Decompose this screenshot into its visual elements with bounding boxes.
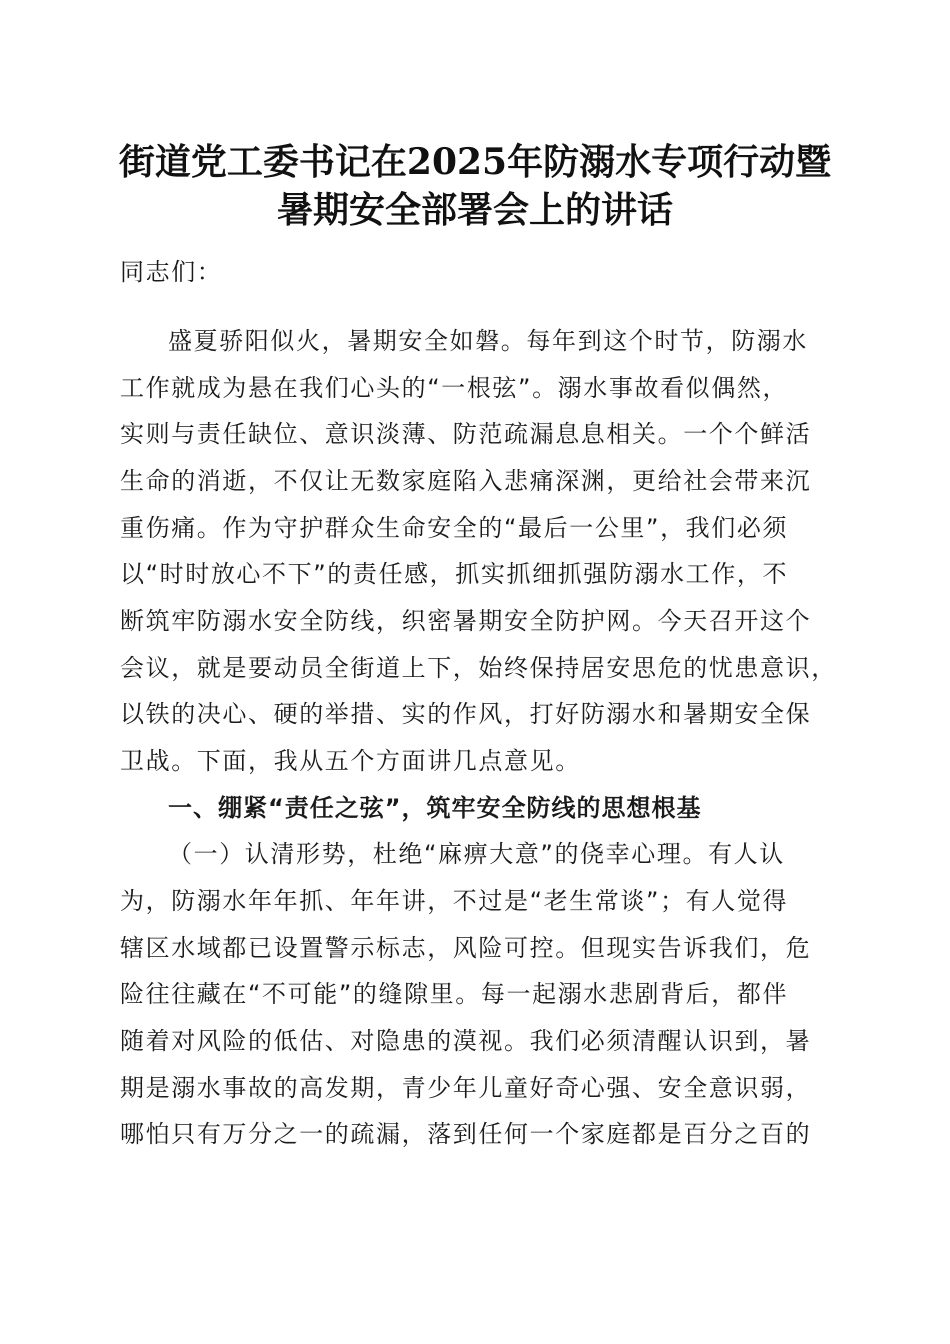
paragraph-line: 工作就成为悬在我们心头的“一根弦”。溺水事故看似偶然，	[120, 374, 789, 402]
paragraph-line: 以“时时放心不下”的责任感，抓实抓细抓强防溺水工作，不	[120, 560, 789, 588]
paragraph-line: 为，防溺水年年抓、年年讲，不过是“老生常谈”；有人觉得	[120, 887, 789, 915]
paragraph-line: 哪怕只有万分之一的疏漏，落到任何一个家庭都是百分之百的	[120, 1120, 812, 1148]
paragraph-line: 险往往藏在“不可能”的缝隙里。每一起溺水悲剧背后，都伴	[120, 980, 789, 1008]
salutation: 同志们：	[120, 258, 223, 286]
paragraph-line: 以铁的决心、硬的举措、实的作风，打好防溺水和暑期安全保	[120, 700, 812, 728]
paragraph-line: 卫战。下面，我从五个方面讲几点意见。	[120, 747, 581, 775]
paragraph-line: （一）认清形势，杜绝“麻痹大意”的侥幸心理。有人认	[168, 840, 785, 868]
paragraph-line: 期是溺水事故的高发期，青少年儿童好奇心强、安全意识弱，	[120, 1074, 812, 1102]
paragraph-line: 随着对风险的低估、对隐患的漠视。我们必须清醒认识到，暑	[120, 1027, 812, 1055]
paragraph-line: 辖区水域都已设置警示标志，风险可控。但现实告诉我们，危	[120, 934, 812, 962]
section-heading-1: 一、绷紧“责任之弦”，筑牢安全防线的思想根基	[168, 794, 702, 822]
document-title-line-1: 街道党工委书记在2025年防溺水专项行动暨	[118, 141, 832, 183]
paragraph-line: 盛夏骄阳似火，暑期安全如磐。每年到这个时节，防溺水	[168, 327, 808, 355]
paragraph-line: 生命的消逝，不仅让无数家庭陷入悲痛深渊，更给社会带来沉	[120, 467, 812, 495]
paragraph-line: 重伤痛。作为守护群众生命安全的“最后一公里”，我们必须	[120, 514, 789, 542]
paragraph-line: 实则与责任缺位、意识淡薄、防范疏漏息息相关。一个个鲜活	[120, 420, 812, 448]
paragraph-line: 会议，就是要动员全街道上下，始终保持居安思危的忧患意识，	[120, 654, 837, 682]
paragraph-line: 断筑牢防溺水安全防线，织密暑期安全防护网。今天召开这个	[120, 607, 812, 635]
document-title-line-2: 暑期安全部署会上的讲话	[276, 189, 673, 231]
